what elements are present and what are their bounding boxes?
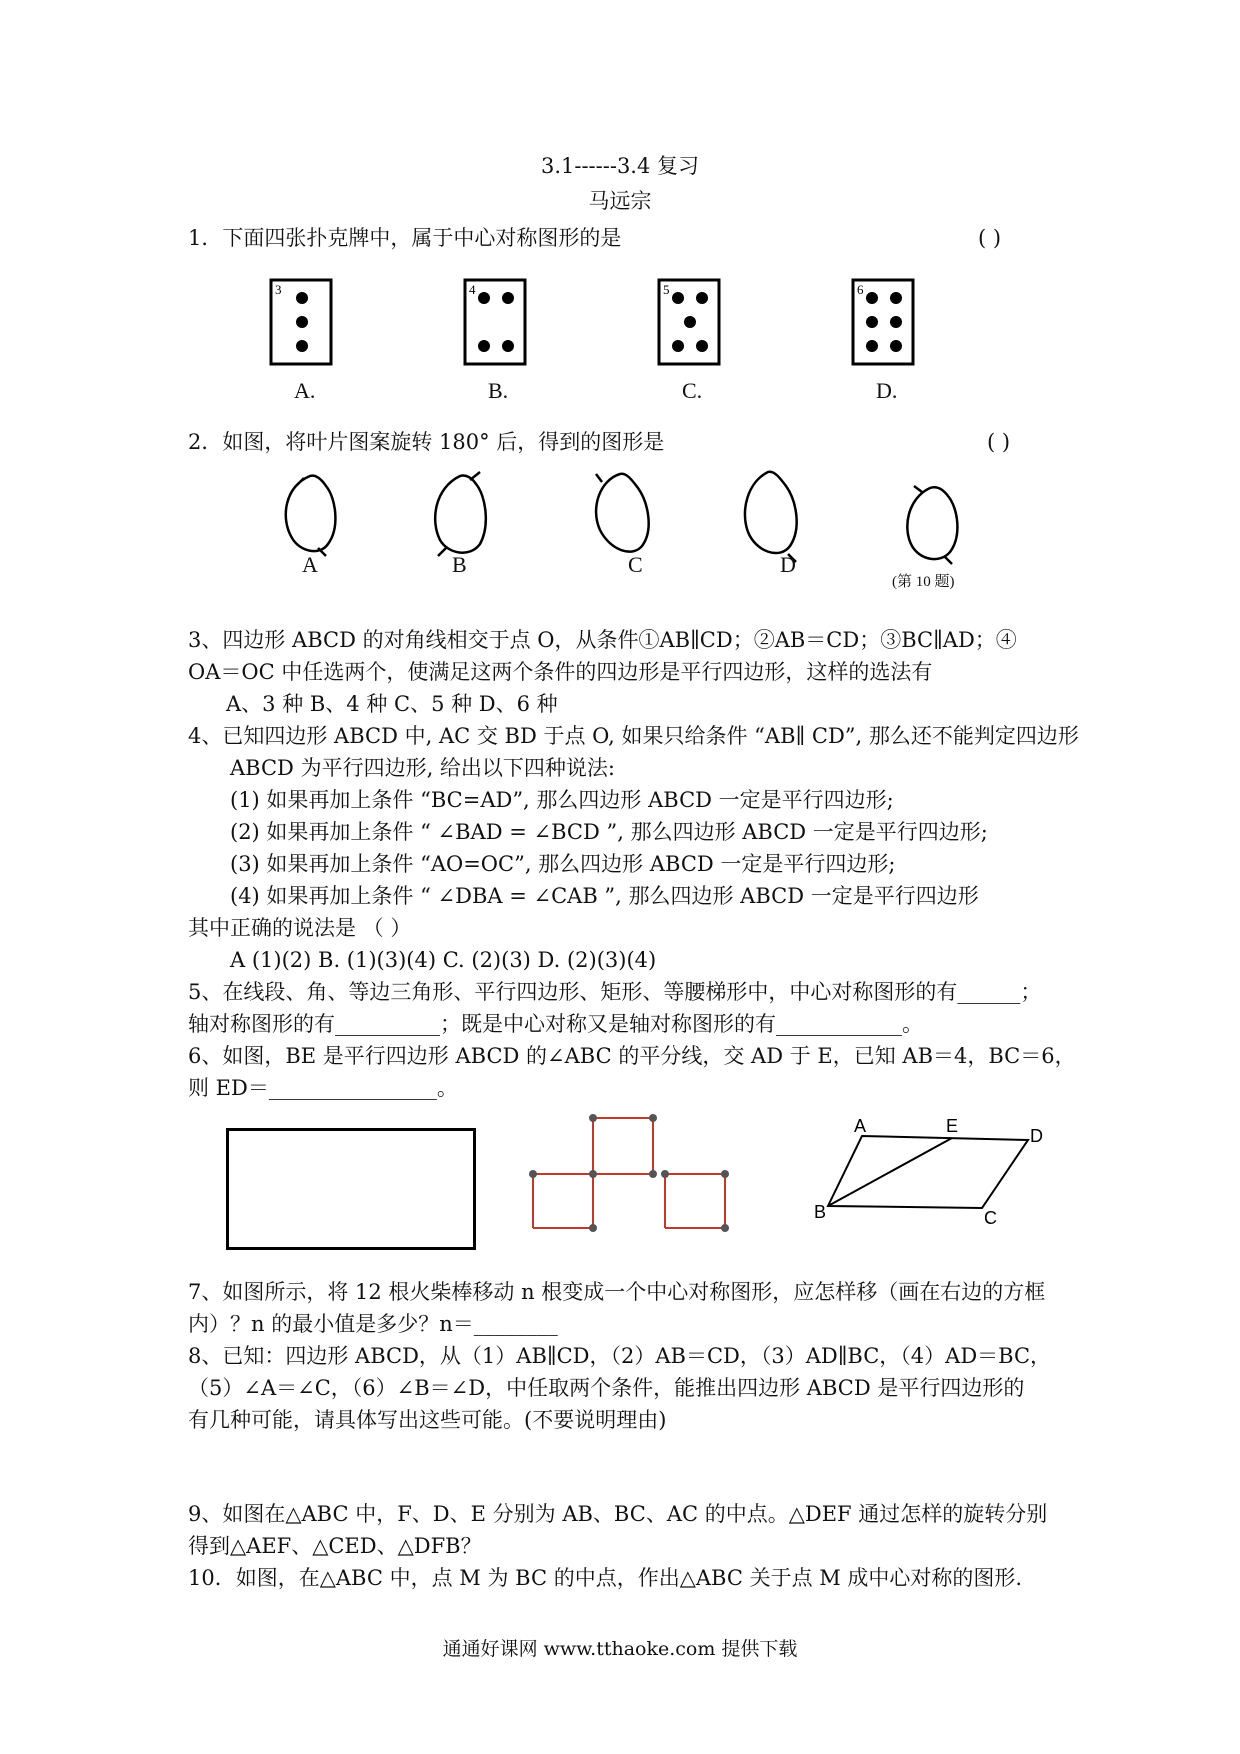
card-c-rank: 5 (663, 282, 670, 297)
question-9-line-2: 得到△AEF、△CED、△DFB？ (188, 1534, 482, 1558)
question-3-options: A、3 种 B、4 种 C、5 种 D、6 种 (226, 692, 558, 716)
question-6-line-1: 6、如图，BE 是平行四边形 ABCD 的∠ABC 的平分线，交 AD 于 E，已知 AB＝4，BC＝6， (188, 1044, 1076, 1068)
question-2-bracket: ( ) (987, 430, 1011, 454)
card-d (853, 280, 913, 364)
q1-option-c: C. (682, 378, 703, 403)
question-9-line-1: 9、如图在△ABC 中，F、D、E 分别为 AB、BC、AC 的中点。△DEF 通过怎样的旋转分别 (188, 1502, 1048, 1526)
card-a-rank: 3 (275, 282, 282, 297)
q1-option-b: B. (488, 378, 509, 403)
card-c (659, 280, 719, 364)
leaf-reference (907, 486, 957, 564)
matchstick-figure (525, 1110, 745, 1240)
card-d-rank: 6 (857, 282, 864, 297)
playing-cards-figure (260, 278, 980, 398)
q1-option-d: D. (876, 378, 898, 403)
question-4-options: A (1)(2) B. (1)(3)(4) C. (2)(3) D. (2)(3)(4) (230, 948, 657, 972)
q1-option-a: A. (294, 378, 316, 403)
label-b: B (814, 1202, 827, 1222)
card-a (271, 280, 331, 364)
question-5-line-1: 5、在线段、角、等边三角形、平行四边形、矩形、等腰梯形中，中心对称图形的有______； (188, 980, 1042, 1004)
question-5-line-2: 轴对称图形的有__________；既是中心对称又是轴对称图形的有____________。 (188, 1012, 923, 1036)
question-4-prompt: 其中正确的说法是 （ ） (188, 916, 412, 940)
leaf-d (745, 472, 797, 562)
question-4-statement-1: (1) 如果再加上条件 “BC=AD”, 那么四边形 ABCD 一定是平行四边形; (230, 788, 894, 812)
page-footer: 通通好课网 www.tthaoke.com 提供下载 (442, 1638, 798, 1660)
question-4-line-1: 4、已知四边形 ABCD 中, AC 交 BD 于点 O, 如果只给条件 “AB∥ CD”, 那么还不能判定四边形 (188, 724, 1079, 748)
question-3-line-2: OA＝OC 中任选两个，使满足这两个条件的四边形是平行四边形，这样的选法有 (188, 660, 933, 684)
label-d: D (1030, 1126, 1043, 1146)
question-7-line-1: 7、如图所示，将 12 根火柴棒移动 n 根变成一个中心对称图形，应怎样移（画在右边的方框 (188, 1280, 1046, 1304)
label-a: A (854, 1118, 867, 1136)
q2-figure-caption: (第 10 题) (892, 574, 955, 590)
q2-option-a: A (302, 552, 318, 577)
question-4-line-2: ABCD 为平行四边形, 给出以下四种说法: (230, 756, 615, 780)
question-10-line-1: 10．如图，在△ABC 中，点 M 为 BC 的中点，作出△ABC 关于点 M 成中心对称的图形. (188, 1566, 1023, 1590)
question-4-statement-4: (4) 如果再加上条件 “ ∠DBA = ∠CAB ”, 那么四边形 ABCD 一定是平行四边形 (230, 884, 979, 908)
page-title: 3.1------3.4 复习 (540, 154, 700, 178)
q2-option-d: D (780, 552, 796, 577)
answer-box[interactable] (226, 1128, 476, 1250)
leaf-a (286, 476, 336, 556)
question-7-line-2: 内）？n 的最小值是多少？n＝________ (188, 1312, 558, 1336)
question-1-text: 1．下面四张扑克牌中，属于中心对称图形的是 (188, 226, 622, 250)
question-1-bracket: ( ) (978, 226, 1002, 250)
card-b-rank: 4 (469, 282, 476, 297)
leaf-b (435, 472, 486, 556)
card-b (465, 280, 525, 364)
question-3-line-1: 3、四边形 ABCD 的对角线相交于点 O，从条件①AB∥CD；②AB＝CD；③BC∥AD；④ (188, 628, 1017, 652)
question-6-line-2: 则 ED＝________________。 (188, 1076, 458, 1100)
question-8-line-2: （5）∠A＝∠C，（6）∠B＝∠D，中任取两个条件，能推出四边形 ABCD 是平行四边形的 (188, 1376, 1025, 1400)
parallelogram-figure (812, 1118, 1062, 1228)
question-8-line-1: 8、已知：四边形 ABCD，从（1）AB∥CD，（2）AB＝CD，（3）AD∥BC，（4）AD＝BC， (188, 1344, 1052, 1368)
question-4-statement-2: (2) 如果再加上条件 “ ∠BAD = ∠BCD ”, 那么四边形 ABCD 一定是平行四边形; (230, 820, 988, 844)
question-2-text: 2．如图，将叶片图案旋转 180° 后，得到的图形是 (188, 430, 665, 454)
q2-option-b: B (452, 552, 467, 577)
leaf-c (596, 474, 649, 552)
question-8-line-3: 有几种可能，请具体写出这些可能。(不要说明理由) (188, 1408, 667, 1432)
label-e: E (946, 1118, 959, 1136)
author-name: 马远宗 (588, 189, 652, 213)
question-4-statement-3: (3) 如果再加上条件 “AO=OC”, 那么四边形 ABCD 一定是平行四边形; (230, 852, 896, 876)
q2-option-c: C (628, 552, 643, 577)
label-c: C (984, 1208, 997, 1228)
